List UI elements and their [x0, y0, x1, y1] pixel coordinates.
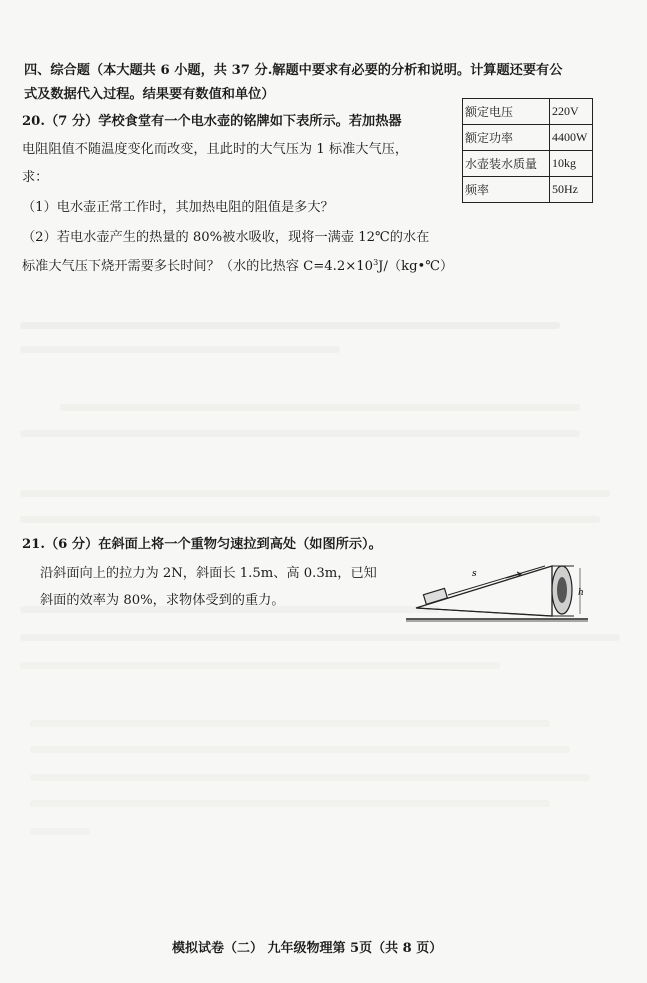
table-value: 220V	[550, 99, 593, 125]
table-key: 频率	[463, 177, 550, 203]
table-row	[463, 151, 593, 177]
table-row	[463, 99, 593, 125]
q21-line2: 沿斜面向上的拉力为 2N，斜面长 1.5m、高 0.3m，已知	[40, 566, 377, 581]
page-footer: 模拟试卷（二） 九年级物理第 5页（共 8 页）	[172, 941, 443, 956]
q21-line3: 斜面的效率为 80%，求物体受到的重力。	[40, 593, 285, 608]
q20-part2: （2）若电水壶产生的热量的 80%被水吸收，现将一满壶 12℃的水在	[22, 230, 430, 245]
table-row	[463, 177, 593, 203]
q20-line2: 电阻阻值不随温度变化而改变，且此时的大气压为 1 标准大气压，	[22, 142, 409, 157]
q20-line6-b: J/（kg•℃）	[378, 259, 454, 274]
q20-line3: 求：	[22, 170, 49, 185]
table-key: 水壶装水质量	[463, 151, 550, 177]
fig-s-label: s	[472, 569, 477, 579]
section-heading-line1: 四、综合题（本大题共 6 小题，共 37 分.解题中要求有必要的分析和说明。计算题还要有公	[24, 63, 563, 78]
q20-line6	[22, 259, 453, 273]
nameplate-table	[462, 98, 593, 203]
q21-line1: 21.（6 分）在斜面上将一个重物匀速拉到高处（如图所示）。	[22, 537, 382, 552]
q20-line6-sup: 3	[373, 258, 379, 267]
q20-line6-a: 标准大气压下烧开需要多长时间？（水的比热容 C=4.2×10	[22, 259, 374, 274]
q20-part1: （1）电水壶正常工作时，其加热电阻的阻值是多大？	[22, 200, 334, 215]
table-value: 50Hz	[550, 177, 593, 203]
table-value: 10kg	[550, 151, 593, 177]
section-heading-line2: 式及数据代入过程。结果要有数值和单位）	[24, 87, 275, 102]
incline-figure	[402, 538, 592, 628]
table-row	[463, 125, 593, 151]
table-key: 额定电压	[463, 99, 550, 125]
table-key: 额定功率	[463, 125, 550, 151]
fig-h-label: h	[578, 588, 584, 598]
q20-line1-text: 20.（7 分）学校食堂有一个电水壶的铭牌如下表所示。若加热器	[22, 114, 402, 129]
q20-line1	[22, 115, 402, 128]
table-value: 4400W	[550, 125, 593, 151]
